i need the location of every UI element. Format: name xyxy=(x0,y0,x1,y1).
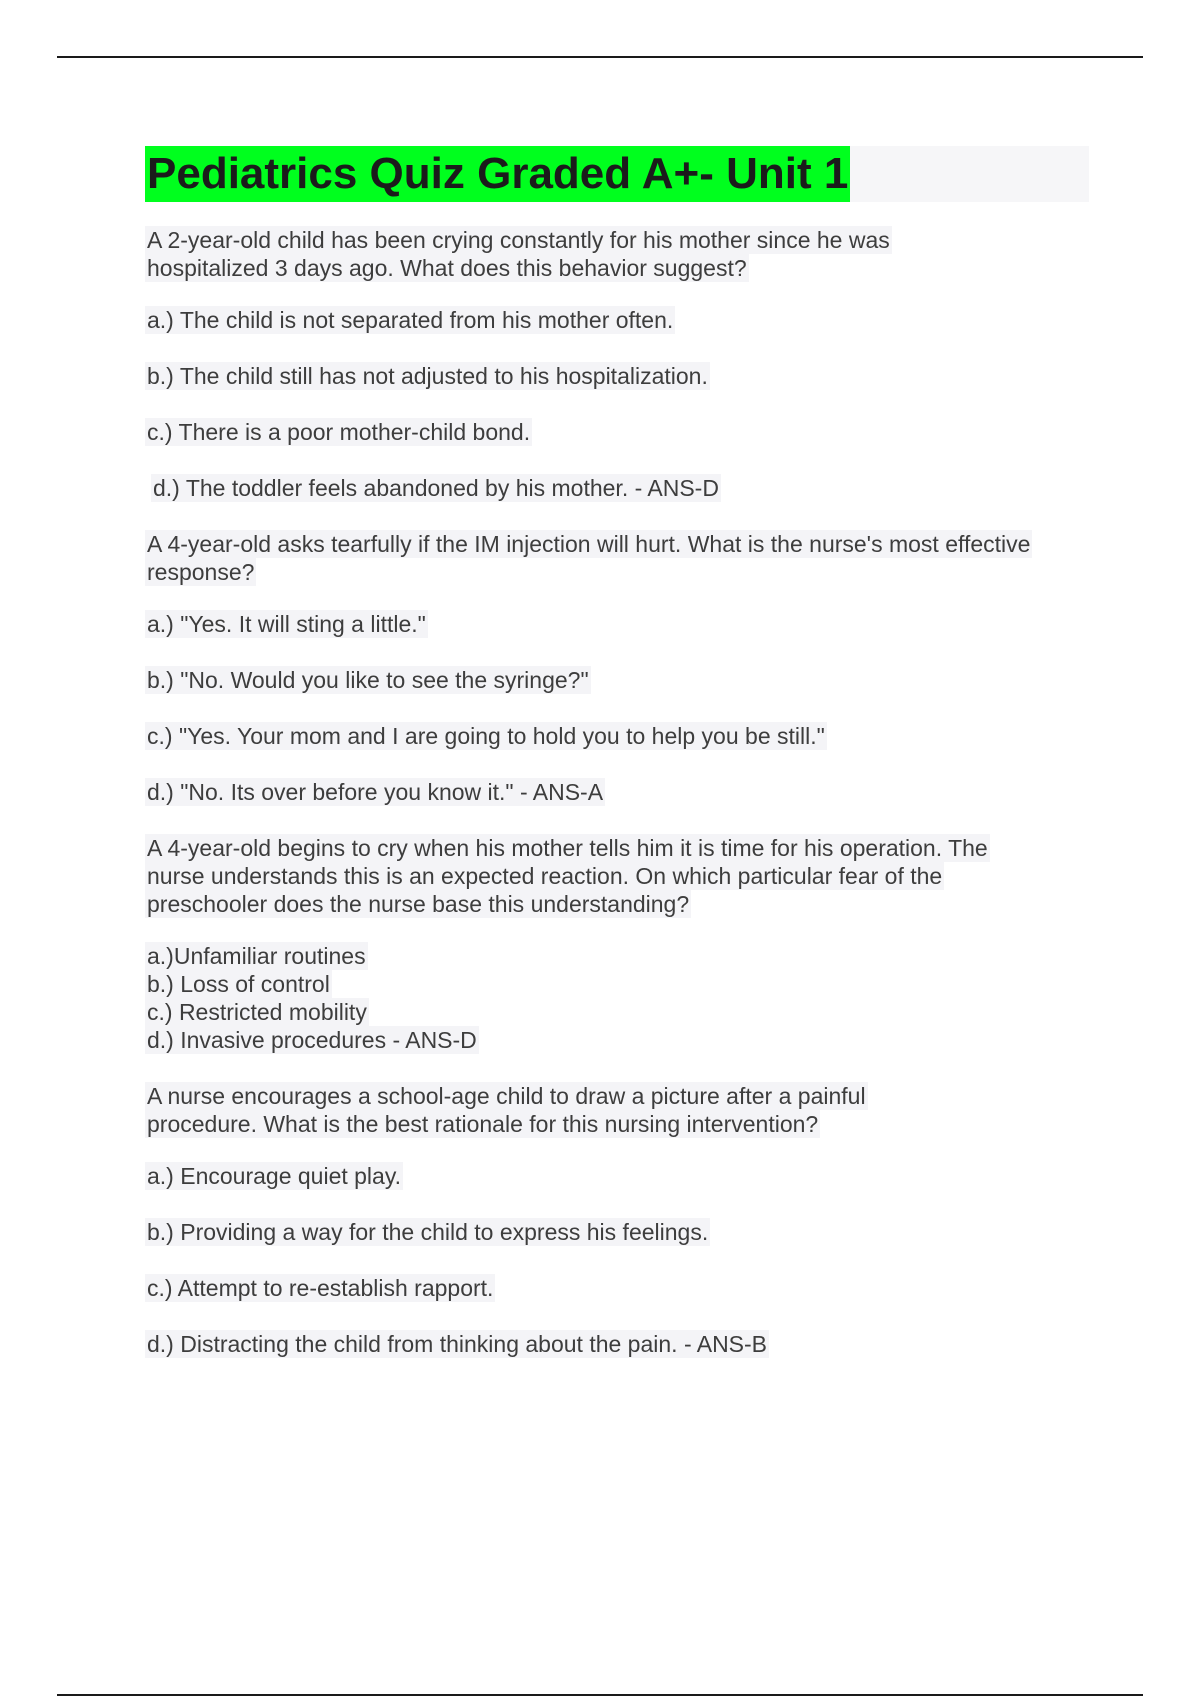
question-2-stem-line-2: response? xyxy=(147,559,255,585)
question-2-option-b xyxy=(145,666,1105,694)
question-3-option-c xyxy=(145,998,1105,1026)
option-text: c.) There is a poor mother-child bond. xyxy=(147,419,531,445)
question-4-stem xyxy=(145,1082,1105,1138)
quiz-content xyxy=(145,226,1105,1386)
question-1-option-d-answer xyxy=(145,474,1105,502)
question-3-stem-line-3: preschooler does the nurse base this understanding? xyxy=(147,891,690,917)
question-2-option-d-answer xyxy=(145,778,1105,806)
question-3-option-a xyxy=(145,942,1105,970)
question-1-stem xyxy=(145,226,1105,282)
option-text: a.)Unfamiliar routines xyxy=(147,943,366,969)
question-4-option-a xyxy=(145,1162,1105,1190)
bottom-rule xyxy=(57,1694,1143,1696)
question-1-stem-line-2: hospitalized 3 days ago. What does this behavior suggest? xyxy=(147,255,747,281)
question-3-options xyxy=(145,942,1105,1054)
option-text: d.) Invasive procedures - ANS-D xyxy=(147,1027,477,1053)
option-text: d.) The toddler feels abandoned by his mother. - ANS-D xyxy=(153,475,719,501)
option-text: b.) Providing a way for the child to express his feelings. xyxy=(147,1219,709,1245)
question-1-option-b xyxy=(145,362,1105,390)
option-text: a.) "Yes. It will sting a little." xyxy=(147,611,426,637)
option-text: b.) "No. Would you like to see the syringe?" xyxy=(147,667,589,693)
question-3-stem xyxy=(145,834,1105,918)
question-1-stem-line-1: A 2-year-old child has been crying constantly for his mother since he was xyxy=(147,227,890,253)
option-text: c.) Restricted mobility xyxy=(147,999,367,1025)
question-2-option-a xyxy=(145,610,1105,638)
option-text: d.) Distracting the child from thinking about the pain. - ANS-B xyxy=(147,1331,768,1357)
question-3-stem-line-1: A 4-year-old begins to cry when his mother tells him it is time for his operation. The xyxy=(147,835,988,861)
question-2-stem-line-1: A 4-year-old asks tearfully if the IM injection will hurt. What is the nurse's most effective xyxy=(147,531,1031,557)
question-3-option-d-answer xyxy=(145,1026,1105,1054)
option-text: c.) "Yes. Your mom and I are going to hold you to help you be still." xyxy=(147,723,825,749)
question-4-stem-line-2: procedure. What is the best rationale for this nursing intervention? xyxy=(147,1111,819,1137)
top-rule xyxy=(57,56,1143,58)
question-4-stem-line-1: A nurse encourages a school-age child to draw a picture after a painful xyxy=(147,1083,866,1109)
question-3-option-b xyxy=(145,970,1105,998)
question-2-stem xyxy=(145,530,1105,586)
option-text: b.) Loss of control xyxy=(147,971,330,997)
option-text: a.) Encourage quiet play. xyxy=(147,1163,402,1189)
question-2-option-c xyxy=(145,722,1105,750)
option-text: c.) Attempt to re-establish rapport. xyxy=(147,1275,494,1301)
question-4-option-b xyxy=(145,1218,1105,1246)
question-3-stem-line-2: nurse understands this is an expected reaction. On which particular fear of the xyxy=(147,863,943,889)
question-1-option-c xyxy=(145,418,1105,446)
option-text: b.) The child still has not adjusted to his hospitalization. xyxy=(147,363,708,389)
question-4-option-c xyxy=(145,1274,1105,1302)
page-title: Pediatrics Quiz Graded A+- Unit 1 xyxy=(145,146,850,202)
question-4-option-d-answer xyxy=(145,1330,1105,1358)
option-text: a.) The child is not separated from his mother often. xyxy=(147,307,674,333)
option-text: d.) "No. Its over before you know it." - ANS-A xyxy=(147,779,604,805)
question-1-option-a xyxy=(145,306,1105,334)
